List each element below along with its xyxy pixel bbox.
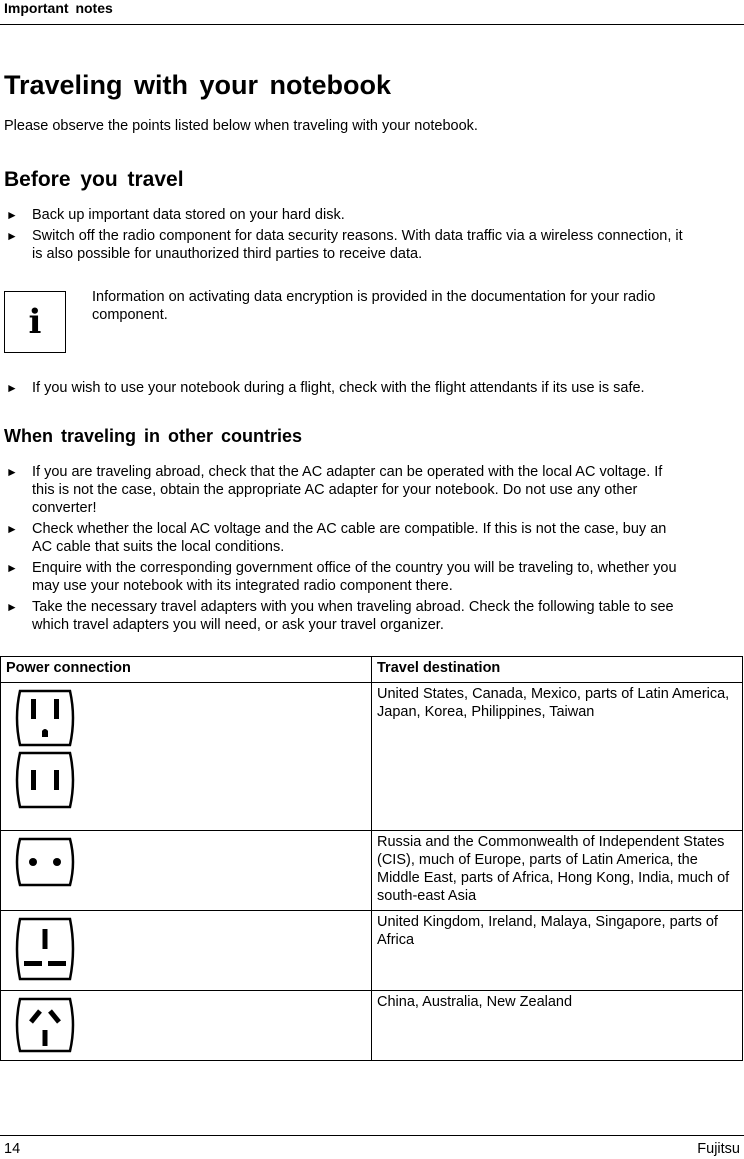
footer-brand: Fujitsu — [697, 1141, 740, 1157]
table-row — [1, 831, 743, 911]
flight-list — [6, 379, 744, 400]
list-item: ► Back up important data stored on your hard disk. — [6, 207, 345, 223]
info-note: Information on activating data encryption is provided in the documentation for your radio component. — [92, 289, 656, 323]
info-icon: i — [4, 291, 66, 353]
list-item: ► If you wish to use your notebook during a flight, check with the flight attendants if its use is safe. — [6, 380, 645, 396]
travel-destination-cell: United Kingdom, Ireland, Malaya, Singapore, parts of Africa — [372, 911, 743, 991]
travel-destination-cell: China, Australia, New Zealand — [372, 991, 743, 1061]
power-connection-cell — [1, 911, 372, 991]
table-row — [1, 683, 743, 831]
list-item: ► Check whether the local AC voltage and the AC cable are compatible. If this is not the case, buy an AC cable that suits the local conditions. — [6, 521, 667, 555]
bullet-marker: ► — [6, 600, 18, 614]
travel-destination-cell: United States, Canada, Mexico, parts of Latin America, Japan, Korea, Philippines, Taiwan — [372, 683, 743, 831]
power-connection-cell — [1, 991, 372, 1061]
bullet-marker: ► — [6, 208, 18, 222]
list-item: ► Enquire with the corresponding government office of the country you will be traveling to, whether you may use your notebook with its integrated radio component there. — [6, 560, 677, 594]
travel-adapter-table — [0, 656, 743, 1061]
column-header-power: Power connection — [1, 657, 372, 683]
power-connection-cell — [1, 831, 372, 911]
page-title: Traveling with your notebook — [4, 70, 392, 100]
us-two-pin-plug-icon — [12, 751, 78, 809]
europlug-icon — [12, 837, 78, 887]
abroad-heading: When traveling in other countries — [4, 426, 303, 446]
bullet-marker: ► — [6, 561, 18, 575]
abroad-list — [6, 463, 744, 637]
bullet-marker: ► — [6, 465, 18, 479]
uk-plug-icon — [12, 917, 78, 981]
bullet-marker: ► — [6, 381, 18, 395]
bullet-marker: ► — [6, 229, 18, 243]
power-connection-cell — [1, 683, 372, 831]
header-rule — [0, 24, 744, 25]
table-header-row — [1, 657, 743, 683]
table-row — [1, 991, 743, 1061]
page-number: 14 — [4, 1141, 21, 1157]
header-title: Important notes — [4, 0, 113, 16]
footer-rule — [0, 1135, 744, 1136]
list-item: ► Switch off the radio component for data security reasons. With data traffic via a wireless connection, it is also possible for unauthorized third parties to receive data. — [6, 228, 683, 262]
bullet-marker: ► — [6, 522, 18, 536]
list-item: ► Take the necessary travel adapters with you when traveling abroad. Check the following table to see which travel adapters you will need, or ask your travel organizer. — [6, 599, 674, 633]
us-grounded-plug-icon — [12, 689, 78, 747]
australian-plug-icon — [12, 997, 78, 1053]
column-header-destination: Travel destination — [372, 657, 743, 683]
travel-destination-cell: Russia and the Commonwealth of Independent States (CIS), much of Europe, parts of Latin America, the Middle East, parts of Africa, Hong Kong, India, much of south-east Asia — [372, 831, 743, 911]
list-item: ► If you are traveling abroad, check that the AC adapter can be operated with the local AC voltage. If this is not the case, obtain the appropriate AC adapter for your notebook. Do not use any other converter! — [6, 464, 663, 516]
before-travel-heading: Before you travel — [4, 168, 184, 191]
table-row — [1, 911, 743, 991]
before-travel-list — [6, 206, 744, 266]
intro-text: Please observe the points listed below when traveling with your notebook. — [4, 118, 478, 134]
